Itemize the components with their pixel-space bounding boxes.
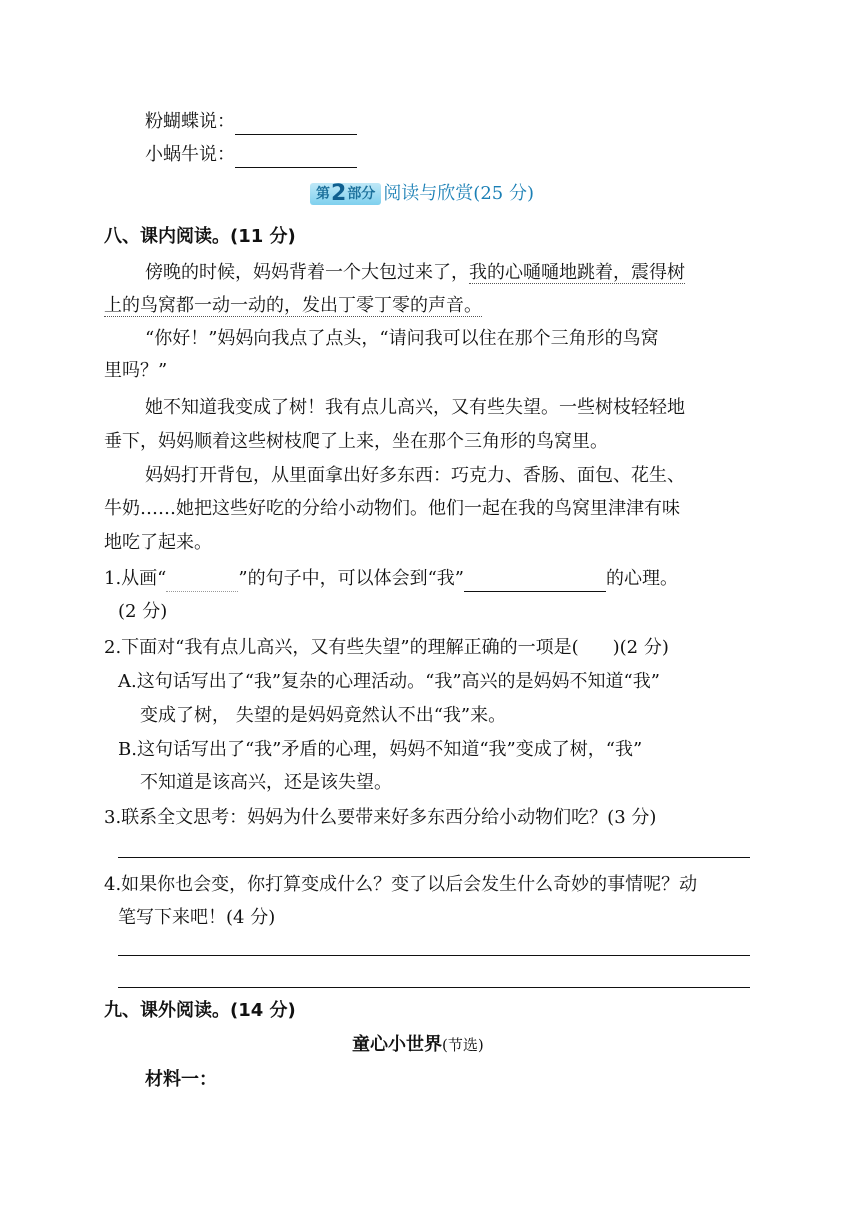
passage-p3-line1: 她不知道我变成了树！我有点儿高兴，又有些失望。一些树枝轻轻地 <box>145 397 685 418</box>
question-2 <box>104 635 669 661</box>
part-badge <box>310 183 381 205</box>
material-one-label: 材料一： <box>145 1069 217 1090</box>
snail-blank[interactable] <box>235 147 357 168</box>
article-title-main: 童心小世界 <box>352 1034 442 1055</box>
question-1-text-a: 1.从画“ <box>104 568 167 589</box>
snail-label: 小蜗牛说： <box>145 144 235 165</box>
badge-suffix: 部分 <box>347 186 376 202</box>
marked-sentence-part1: 我的心嗵嗵地跳着，震得树 <box>469 262 685 283</box>
question-2-text: 2.下面对“我有点儿高兴，又有些失望”的理解正确的一项是( <box>104 637 579 658</box>
option-a-line2: 变成了树， 失望的是妈妈竟然认不出“我”来。 <box>140 705 507 726</box>
question-4-answer-line-2[interactable] <box>118 987 750 988</box>
passage-p3-line2: 垂下，妈妈顺着这些树枝爬了上来，坐在那个三角形的鸟窝里。 <box>104 431 608 452</box>
passage-p4-line3: 地吃了起来。 <box>104 532 212 553</box>
question-3-answer-line[interactable] <box>118 857 750 858</box>
passage-p2-line1: “你好！”妈妈向我点了点头，“请问我可以住在那个三角形的鸟窝 <box>145 328 659 349</box>
passage-p4-line1: 妈妈打开背包，从里面拿出好多东西：巧克力、香肠、面包、花生、 <box>145 465 685 486</box>
article-title-note: (节选) <box>442 1036 484 1054</box>
option-b-line2: 不知道是该高兴，还是该失望。 <box>140 772 392 793</box>
badge-number: 2 <box>331 181 347 206</box>
question-1-blank[interactable] <box>464 571 606 592</box>
question-4-line1: 4.如果你也会变，你打算变成什么？变了以后会发生什么奇妙的事情呢？动 <box>104 874 698 895</box>
part-title: 阅读与欣赏(25 分) <box>383 183 534 204</box>
snail-answer-row <box>145 142 357 168</box>
question-1-score: (2 分) <box>118 601 168 622</box>
passage-p4-line2: 牛奶……她把这些好吃的分给小动物们。他们一起在我的鸟窝里津津有味 <box>104 498 680 519</box>
section8-heading: 八、课内阅读。(11 分) <box>104 226 296 247</box>
butterfly-label: 粉蝴蝶说： <box>145 111 235 132</box>
question-1-line1 <box>104 566 678 592</box>
butterfly-answer-row <box>145 109 357 135</box>
option-a-line1: A.这句话写出了“我”复杂的心理活动。“我”高兴的是妈妈不知道“我” <box>118 671 660 692</box>
part-header <box>310 181 534 207</box>
passage-p1-text: 傍晚的时候，妈妈背着一个大包过来了， <box>145 262 469 283</box>
article-title <box>352 1032 484 1058</box>
passage-p1-line2 <box>104 293 482 319</box>
question-1-mark-sample <box>166 571 238 592</box>
question-3: 3.联系全文思考：妈妈为什么要带来好多东西分给小动物们吃？(3 分) <box>104 807 657 828</box>
question-1-text-c: 的心理。 <box>606 568 678 589</box>
passage-p1-line1 <box>145 260 685 286</box>
butterfly-blank[interactable] <box>235 114 357 135</box>
question-4-answer-line-1[interactable] <box>118 955 750 956</box>
question-4-line2: 笔写下来吧！(4 分) <box>118 907 276 928</box>
passage-p2-line2: 里吗？” <box>104 360 168 381</box>
option-b-line1: B.这句话写出了“我”矛盾的心理，妈妈不知道“我”变成了树，“我” <box>118 739 643 760</box>
badge-prefix: 第 <box>316 186 330 202</box>
question-2-score: )(2 分) <box>612 637 669 658</box>
marked-sentence-part2: 上的鸟窝都一动一动的，发出丁零丁零的声音。 <box>104 295 482 316</box>
section9-heading: 九、课外阅读。(14 分) <box>104 1000 296 1021</box>
question-1-text-b: ”的句子中，可以体会到“我” <box>238 568 464 589</box>
